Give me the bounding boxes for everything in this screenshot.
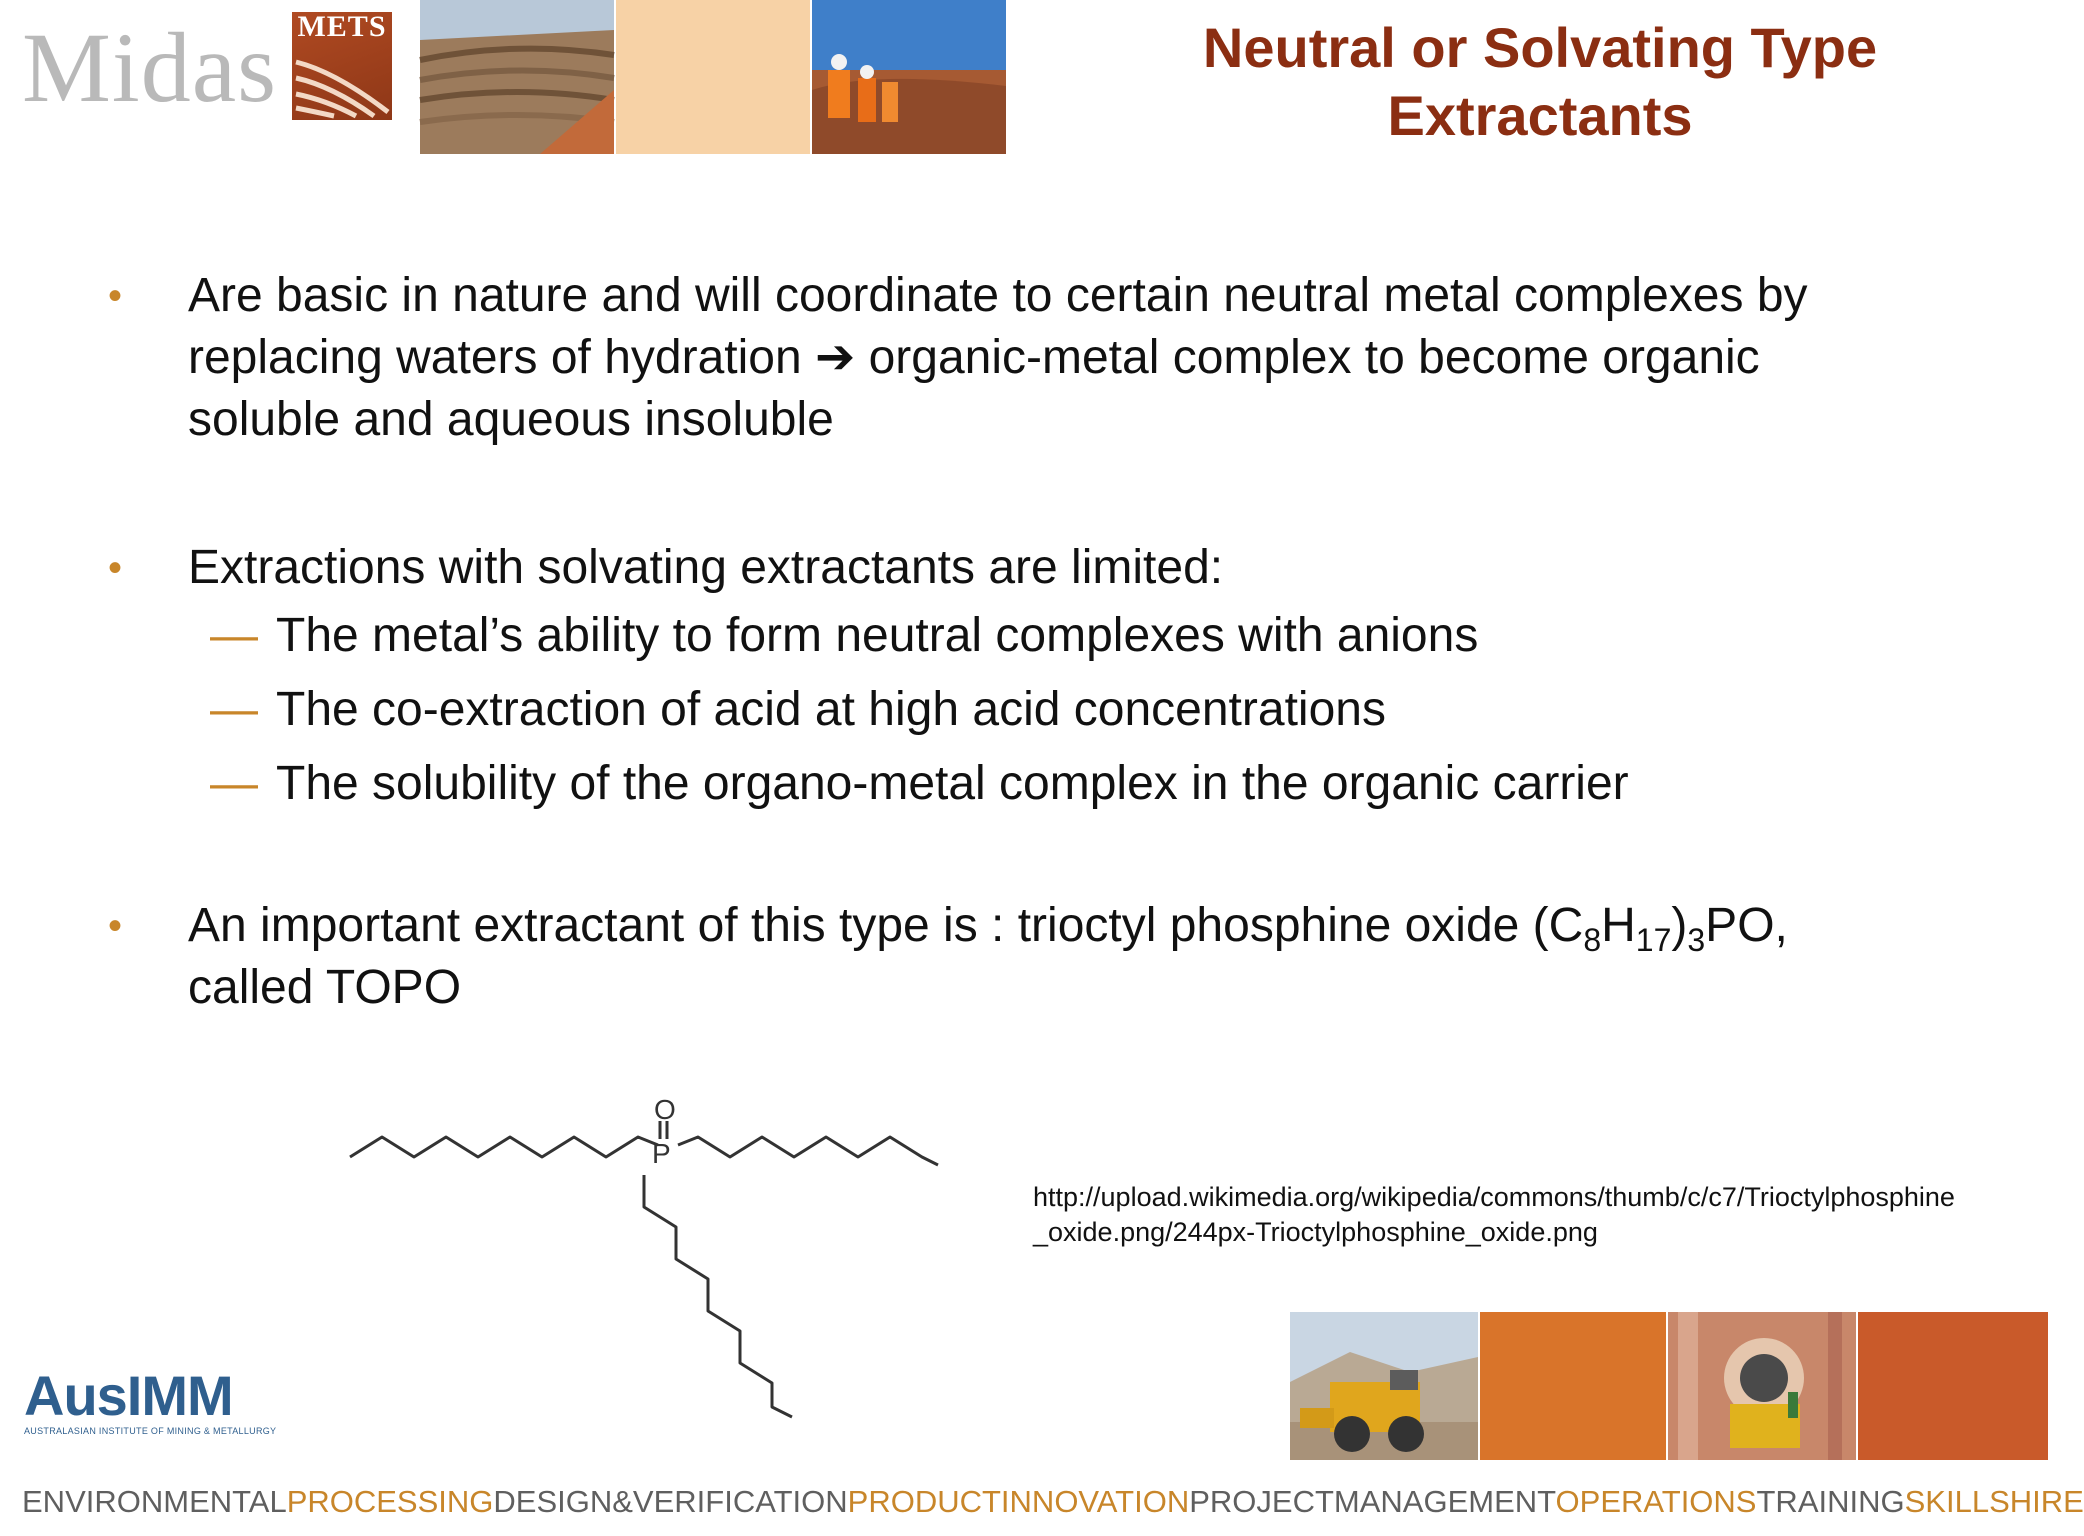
- footer-segment: PROCESSING: [286, 1484, 494, 1519]
- bullet-text: H: [1601, 899, 1636, 952]
- peach-tile: [616, 0, 810, 154]
- bullet-dot-icon: •: [108, 274, 123, 318]
- bullet-line: Are basic in nature and will coordinate to certain neutral metal complexes by: [188, 269, 1808, 322]
- mets-logo-stripes: [296, 52, 388, 116]
- left-octyl-chain: [350, 1137, 658, 1157]
- footer-segment: ENVIRONMENTAL: [22, 1484, 287, 1519]
- mets-logo-text: METS: [297, 10, 387, 43]
- open-pit-mine-photo: [420, 0, 614, 154]
- slide-title-line2: Extractants: [1387, 84, 1693, 147]
- bullet-text: ): [1671, 899, 1688, 952]
- bullet-line: soluble and aqueous insoluble: [188, 393, 834, 446]
- slide-title: [1100, 14, 1980, 150]
- ausimm-logo: [24, 1364, 277, 1436]
- footer-segment: PROJECTMANAGEMENT: [1189, 1484, 1556, 1519]
- bullet-line: Extractions with solvating extractants are limited:: [188, 541, 1224, 594]
- bullet-item-topo: [108, 895, 1988, 1019]
- orange-tile: [1480, 1312, 1666, 1460]
- subscript: 3: [1687, 922, 1706, 958]
- bullet-text: replacing waters of hydration: [188, 331, 802, 384]
- subscript: 17: [1635, 922, 1672, 958]
- bullet-item-basic-nature: [108, 265, 1988, 451]
- phosphorus-atom: P: [652, 1138, 671, 1169]
- bullet-text: An important extractant of this type is : trioctyl phosphine oxide (C: [188, 899, 1584, 952]
- dash-icon: —: [210, 757, 258, 810]
- bullet-text: PO,: [1705, 899, 1788, 952]
- topo-structure-diagram: [340, 1095, 950, 1425]
- dash-icon: —: [210, 609, 258, 662]
- bullet-line: called TOPO: [188, 961, 462, 1014]
- footer-segment: TRAINING: [1756, 1484, 1905, 1519]
- source-line: _oxide.png/244px-Trioctylphosphine_oxide.png: [1033, 1217, 1598, 1247]
- processing-plant-photo: [1668, 1312, 1856, 1460]
- bullet-dot-icon: •: [108, 904, 123, 948]
- midas-logo-text: Midas: [22, 12, 277, 123]
- ausimm-tagline: AUSTRALASIAN INSTITUTE OF MINING & METALLURGY: [24, 1426, 277, 1436]
- footer-segment: OPERATIONS: [1555, 1484, 1757, 1519]
- field-workers-photo: [812, 0, 1006, 154]
- sub-item: [108, 673, 1988, 747]
- sub-item: [108, 747, 1988, 821]
- arrow-right-icon: ➔: [815, 331, 856, 384]
- footer-segment: DESIGN&VERIFICATION: [493, 1484, 848, 1519]
- slide-title-line1: Neutral or Solvating Type: [1202, 16, 1878, 79]
- ausimm-logo-text: AusIMM: [24, 1364, 233, 1427]
- bullet-text: organic-metal complex to become organic: [868, 331, 1760, 384]
- loader-truck-photo: [1290, 1312, 1478, 1460]
- bullet-line: [188, 327, 1988, 389]
- dash-icon: —: [210, 683, 258, 736]
- footer-disciplines: [22, 1484, 2084, 1520]
- bullet-line: [188, 895, 1988, 957]
- source-line: http://upload.wikimedia.org/wikipedia/commons/thumb/c/c7/Trioctylphosphine: [1033, 1182, 1955, 1212]
- footer-segment: SKILLSHIRE: [1904, 1484, 2084, 1519]
- sub-item-text: The co-extraction of acid at high acid concentrations: [276, 683, 1386, 736]
- bullet-list: [108, 265, 1988, 1019]
- image-source-citation: [1033, 1180, 2023, 1250]
- oxygen-atom: O: [654, 1094, 676, 1125]
- right-octyl-chain: [678, 1137, 938, 1165]
- bullet-dot-icon: •: [108, 546, 123, 590]
- rust-tile: [1858, 1312, 2048, 1460]
- sub-item: [108, 599, 1988, 673]
- lower-octyl-chain: [644, 1175, 792, 1417]
- footer-segment: PRODUCTINNOVATION: [847, 1484, 1190, 1519]
- sub-item-text: The metal’s ability to form neutral complexes with anions: [276, 609, 1479, 662]
- sub-item-text: The solubility of the organo-metal complex in the organic carrier: [276, 757, 1629, 810]
- subscript: 8: [1583, 922, 1602, 958]
- bullet-item-limitations: [108, 537, 1988, 599]
